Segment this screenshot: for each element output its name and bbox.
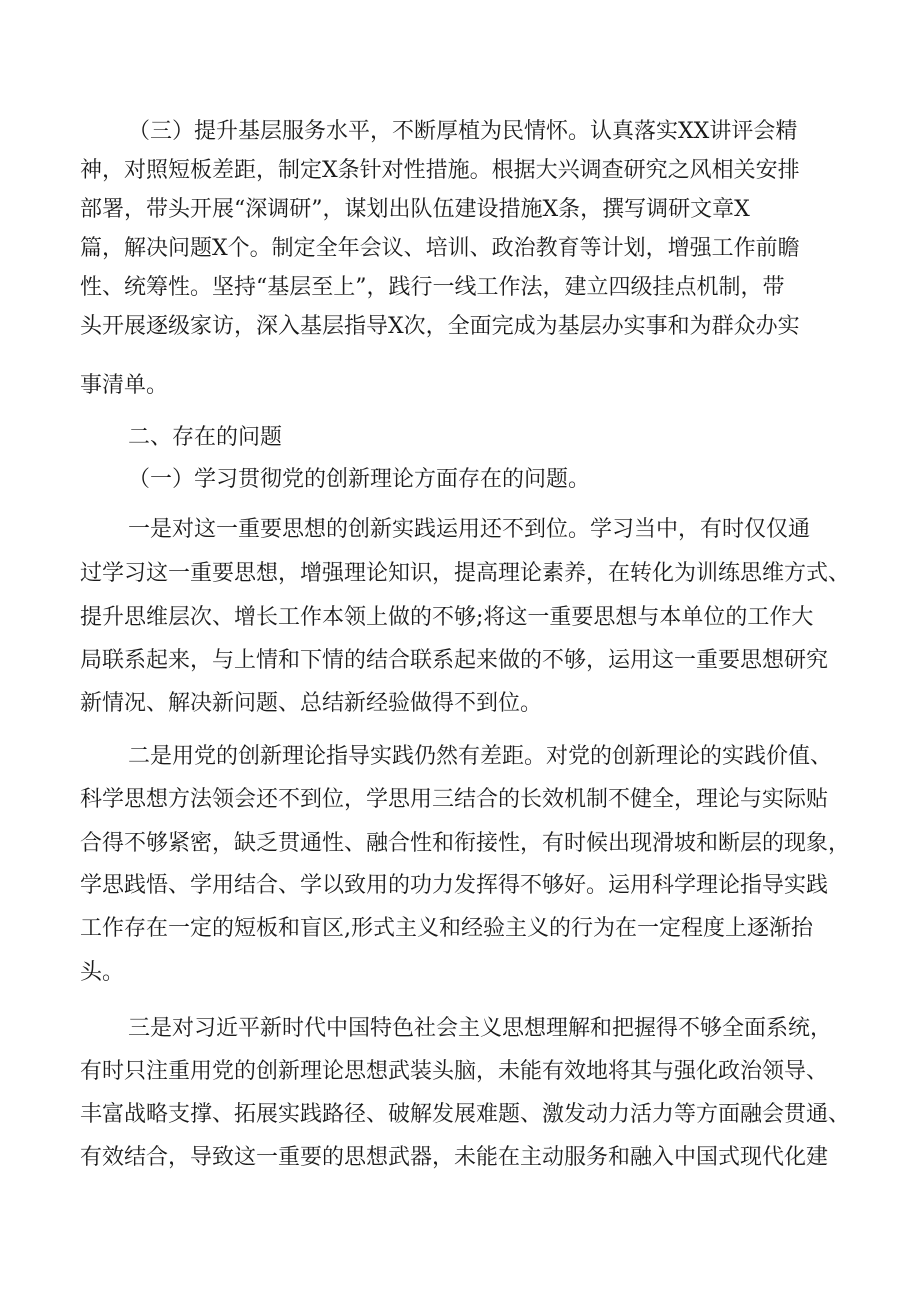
paragraph-line: 头。	[80, 960, 125, 985]
paragraph-line: 有时只注重用党的创新理论思想武装头脑，未能有效地将其与强化政治领导、	[80, 1059, 829, 1084]
paragraph-line: 合得不够紧密，缺乏贯通性、融合性和衔接性，有时候出现滑坡和断层的现象，	[80, 831, 851, 856]
paragraph-line: 丰富战略支撑、拓展实践路径、破解发展难题、激发动力活力等方面融会贯通、	[80, 1102, 851, 1127]
paragraph-line: （三）提升基层服务水平，不断厚植为民情怀。认真落实XX讲评会精	[128, 119, 798, 144]
paragraph-line: 科学思想方法领会还不到位，学思用三结合的长效机制不健全，理论与实际贴	[80, 787, 829, 812]
paragraph-line: 头开展逐级家访，深入基层指导X次，全面完成为基层办实事和为群众办实	[80, 314, 800, 339]
paragraph-line: 部署，带头开展“深调研”，谋划出队伍建设措施X条，撰写调研文章X	[80, 197, 750, 222]
paragraph-line: 提升思维层次、增长工作本领上做的不够;将这一重要思想与本单位的工作大	[80, 605, 814, 630]
paragraph-line: 三是对习近平新时代中国特色社会主义思想理解和把握得不够全面系统，	[128, 1016, 833, 1041]
paragraph-line: 一是对这一重要思想的创新实践运用还不到位。学习当中，有时仅仅通	[128, 517, 811, 542]
paragraph-line: 工作存在一定的短板和盲区,形式主义和经验主义的行为在一定程度上逐渐抬	[80, 916, 813, 941]
section-heading: 二、存在的问题	[128, 425, 283, 450]
paragraph-line: 性、统筹性。坚持“基层至上”，践行一线工作法，建立四级挂点机制，带	[80, 275, 785, 300]
paragraph-line: 有效结合，导致这一重要的思想武器，未能在主动服务和融入中国式现代化建	[80, 1145, 829, 1170]
paragraph-line: 神，对照短板差距，制定X条针对性措施。根据大兴调查研究之风相关安排	[80, 158, 800, 183]
paragraph-line: 事清单。	[80, 373, 169, 398]
paragraph-line: 学思践悟、学用结合、学以致用的功力发挥得不够好。运用科学理论指导实践	[80, 873, 829, 898]
paragraph-line: 过学习这一重要思想，增强理论知识，提高理论素养，在转化为训练思维方式、	[80, 561, 851, 586]
subsection-heading: （一）学习贯彻党的创新理论方面存在的问题。	[128, 467, 591, 492]
paragraph-line: 篇，解决问题X个。制定全年会议、培训、政治教育等计划，增强工作前瞻	[80, 236, 800, 261]
paragraph-line: 局联系起来，与上情和下情的结合联系起来做的不够，运用这一重要思想研究	[80, 648, 829, 673]
paragraph-line: 二是用党的创新理论指导实践仍然有差距。对党的创新理论的实践价值、	[128, 744, 833, 769]
paragraph-line: 新情况、解决新问题、总结新经验做得不到位。	[80, 691, 543, 716]
